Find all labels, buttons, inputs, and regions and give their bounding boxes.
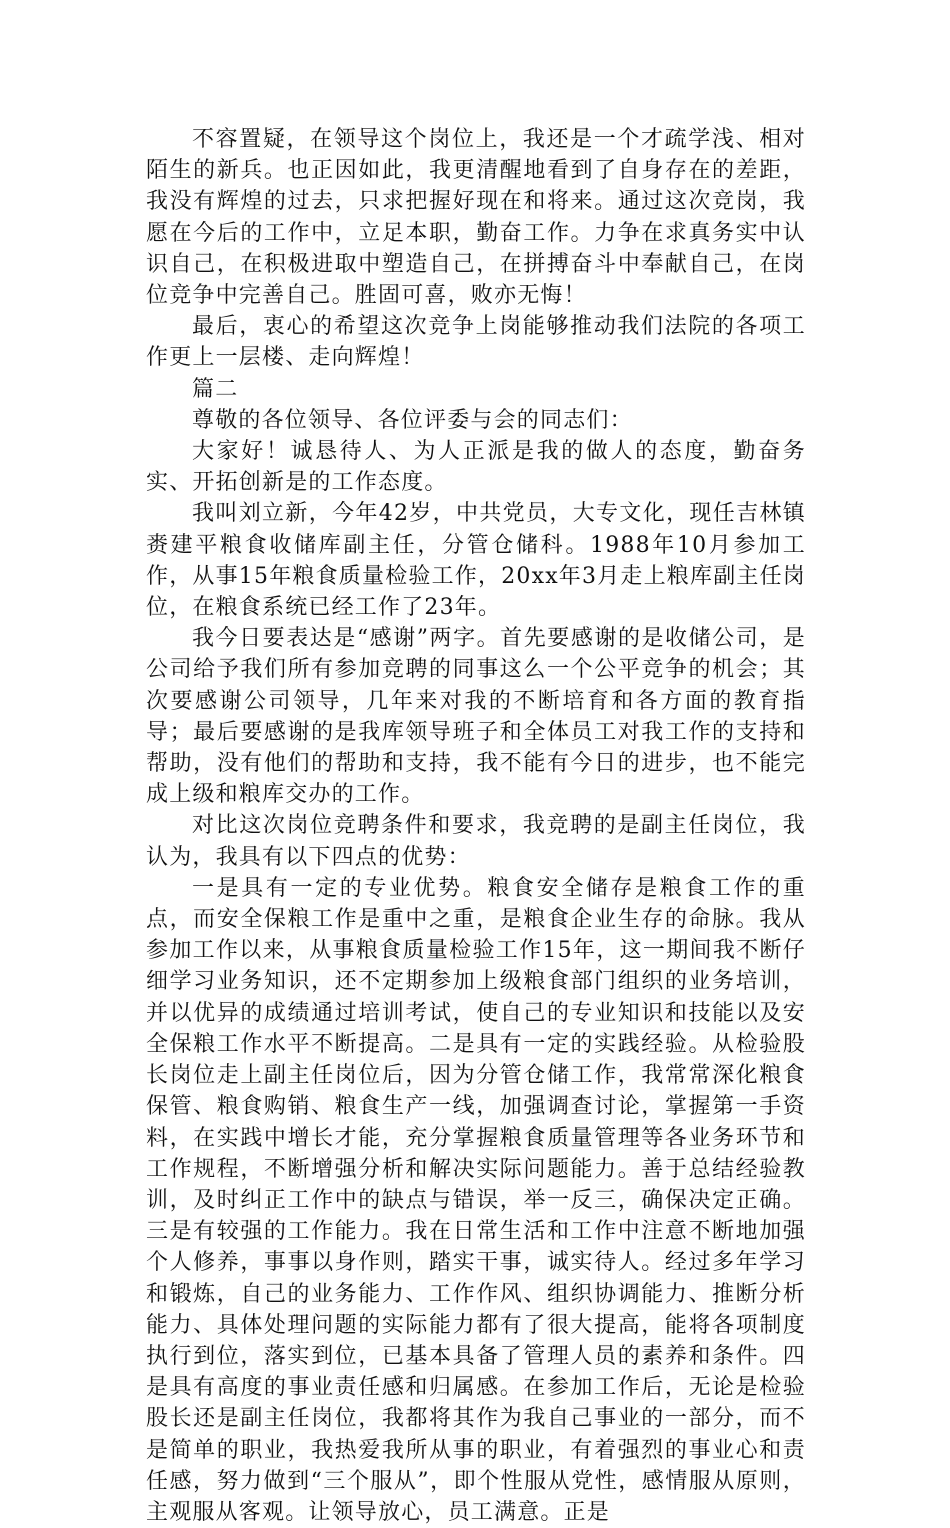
paragraph-advantages-intro: 对比这次岗位竞聘条件和要求，我竞聘的是副主任岗位，我认为，我具有以下四点的优势： bbox=[146, 813, 806, 870]
paragraph-1: 不容置疑，在领导这个岗位上，我还是一个才疏学浅、相对陌生的新兵。也正因如此，我更清醒地看到了自身存在的差距，我没有辉煌的过去，只求把握好现在和将来。通过这次竞岗，我愿在今后的工作中，立足本职，勤奋工作。力争在求真务实中认识自己，在积极进取中塑造自己，在拼搏奋斗中奉献自己，在岗位竞争中完善自己。胜固可喜，败亦无悔！ bbox=[146, 127, 806, 309]
paragraph-introduction: 我叫刘立新，今年42岁，中共党员，大专文化，现任吉林镇赉建平粮食收储库副主任，分管仓储科。1988年10月参加工作，从事15年粮食质量检验工作，20xx年3月走上粮库副主任岗位，在粮食系统已经工作了23年。 bbox=[146, 501, 807, 621]
document-body bbox=[146, 124, 806, 1528]
paragraph-advantages: 一是具有一定的专业优势。粮食安全储存是粮食工作的重点，而安全保粮工作是重中之重，是粮食企业生存的命脉。我从参加工作以来，从事粮食质量检验工作15年，这一期间我不断仔细学习业务知识，还不定期参加上级粮食部门组织的业务培训，并以优异的成绩通过培训考试，使自己的专业知识和技能以及安全保粮工作水平不断提高。二是具有一定的实践经验。从检验股长岗位走上副主任岗位后，因为分管仓储工作，我常常深化粮食保管、粮食购销、粮食生产一线，加强调查讨论，掌握第一手资料，在实践中增长才能，充分掌握粮食质量管理等各业务环节和工作规程，不断增强分析和解决实际问题能力。善于总结经验教训，及时纠正工作中的缺点与错误，举一反三，确保决定正确。三是有较强的工作能力。我在日常生活和工作中注意不断地加强个人修养，事事以身作则，踏实干事，诚实待人。经过多年学习和锻炼，自己的业务能力、工作作风、组织协调能力、推断分析能力、具体处理问题的实际能力都有了很大提高，能将各项制度执行到位，落实到位，已基本具备了管理人员的素养和条件。四是具有高度的事业责任感和归属感。在参加工作后，无论是检验股长还是副主任岗位，我都将其作为我自己事业的一部分，而不是简单的职业，我热爱我所从事的职业，有着强烈的事业心和责任感，努力做到“三个服从”，即个性服从党性，感情服从原则，主观服从客观。让领导放心，员工满意。正是 bbox=[146, 875, 806, 1525]
section-heading: 篇二 bbox=[192, 376, 239, 402]
salutation: 尊敬的各位领导、各位评委与会的同志们： bbox=[192, 407, 633, 433]
paragraph-2: 最后，衷心的希望这次竞争上岗能够推动我们法院的各项工作更上一层楼、走向辉煌！ bbox=[146, 314, 806, 371]
paragraph-thanks: 我今日要表达是“感谢”两字。首先要感谢的是收储公司，是公司给予我们所有参加竞聘的同事这么一个公平竞争的机会；其次要感谢公司领导，几年来对我的不断培育和各方面的教育指导；最后要感谢的是我库领导班子和全体员工对我工作的支持和帮助，没有他们的帮助和支持，我不能有今日的进步，也不能完成上级和粮库交办的工作。 bbox=[146, 626, 806, 808]
paragraph-greeting: 大家好！诚恳待人、为人正派是我的做人的态度，勤奋务实、开拓创新是的工作态度。 bbox=[146, 439, 806, 496]
